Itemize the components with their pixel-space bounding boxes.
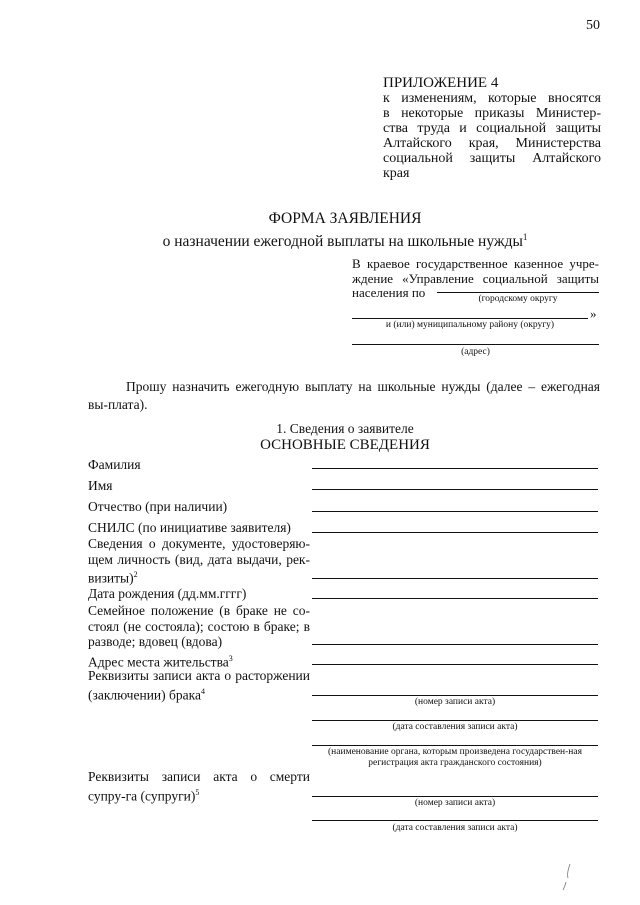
snils-field[interactable]	[312, 532, 598, 533]
form-title-sub	[100, 228, 590, 251]
appendix-line: ства труда и социальной защиты	[383, 121, 601, 136]
appendix-line: края	[383, 166, 410, 181]
caption-city: (городскому округу	[478, 294, 558, 304]
form-title-sub-text: о назначении ежегодной выплаты на школьные нужды	[162, 233, 523, 251]
section-heading	[100, 420, 590, 454]
recipient-line: ждение «Управление социальной защиты	[352, 270, 599, 286]
caption-authority: (наименование органа, которым произведена государствен-ная регистрация акта гражданского состояния)	[328, 747, 582, 768]
divorce-record-number-field[interactable]	[312, 695, 598, 696]
caption-record-date-2: (дата составления записи акта)	[392, 823, 518, 833]
form-title	[100, 210, 590, 251]
label-id-document	[88, 536, 310, 586]
label-residence-address-text: Адрес места жительства	[88, 654, 229, 670]
recipient-line: В краевое государственное казенное учре-	[352, 256, 599, 271]
section-title: 1. Сведения о заявителе	[276, 421, 414, 436]
label-name: Имя	[88, 478, 113, 493]
caption-address: (адрес)	[461, 347, 490, 357]
id-document-field[interactable]	[312, 578, 598, 579]
pen-mark	[560, 862, 574, 892]
footnote-ref: 3	[228, 654, 233, 663]
label-death-record-text: Реквизиты записи акта о смерти супру-га (супруги)	[88, 769, 310, 803]
appendix-line: в некоторые приказы Министер-	[383, 106, 601, 121]
footnote-ref: 4	[200, 686, 205, 696]
label-marital-status: Семейное положение (в браке не со-стоял (не состояла); состою в браке; в разводе; вдовец (вдова)	[88, 603, 310, 649]
caption-district: и (или) муниципальному району (округу)	[385, 320, 555, 330]
close-quote: »	[590, 306, 597, 321]
death-record-number-field[interactable]	[312, 796, 598, 797]
section-subtitle: ОСНОВНЫЕ СВЕДЕНИЯ	[260, 437, 430, 453]
birth-date-field[interactable]	[312, 598, 598, 599]
label-divorce-record-text: Реквизиты записи акта о расторжении (заключении) брака	[88, 668, 310, 702]
caption-record-date: (дата составления записи акта)	[392, 722, 518, 732]
residence-address-field[interactable]	[312, 664, 598, 665]
label-death-record	[88, 769, 310, 804]
footnote-ref: 2	[133, 570, 138, 579]
page-number: 50	[586, 18, 600, 33]
name-field[interactable]	[312, 489, 598, 490]
appendix-line: Алтайского края, Министерства	[383, 136, 601, 151]
municipal-district-field[interactable]	[352, 318, 588, 319]
appendix-title: ПРИЛОЖЕНИЕ 4	[383, 75, 499, 91]
label-id-document-text: Сведения о документе, удостоверяю-щем личность (вид, дата выдачи, рек-визиты)	[88, 536, 310, 586]
caption-record-number-2: (номер записи акта)	[414, 798, 496, 808]
address-field[interactable]	[352, 344, 599, 345]
death-record-date-field[interactable]	[312, 820, 598, 821]
appendix-line: к изменениям, которые вносятся	[383, 91, 601, 106]
footnote-ref: 1	[522, 232, 528, 242]
divorce-record-date-field[interactable]	[312, 720, 598, 721]
label-divorce-record	[88, 668, 310, 703]
label-birth-date: Дата рождения (дд.мм.гггг)	[88, 586, 247, 601]
appendix-heading	[383, 76, 601, 181]
label-surname: Фамилия	[88, 457, 141, 472]
marital-status-field[interactable]	[312, 644, 598, 645]
form-title-main: ФОРМА ЗАЯВЛЕНИЯ	[268, 210, 422, 227]
patronymic-field[interactable]	[312, 511, 598, 512]
footnote-ref: 5	[195, 787, 200, 797]
divorce-authority-field[interactable]	[312, 745, 598, 746]
surname-field[interactable]	[312, 468, 598, 469]
city-district-field[interactable]	[437, 292, 599, 293]
recipient-line-prefix: населения по	[352, 285, 426, 300]
caption-record-number: (номер записи акта)	[414, 697, 496, 707]
label-snils: СНИЛС (по инициативе заявителя)	[88, 520, 291, 535]
label-patronymic: Отчество (при наличии)	[88, 499, 228, 514]
appendix-line: социальной защиты Алтайского	[383, 151, 601, 166]
request-paragraph: Прошу назначить ежегодную выплату на школьные нужды (далее – ежегодная вы-плата).	[88, 379, 600, 412]
